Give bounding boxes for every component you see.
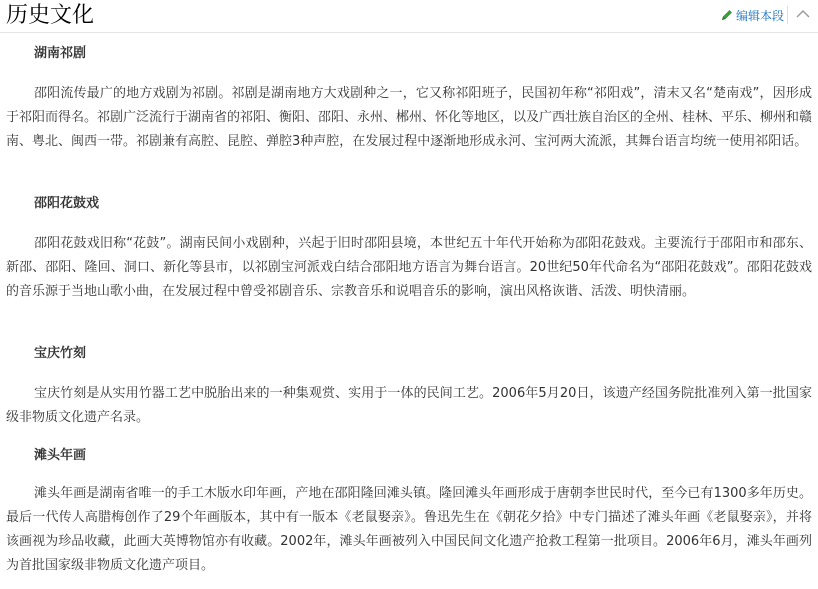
- section-title: 宝庆竹刻: [34, 346, 87, 361]
- collapse-button[interactable]: [794, 5, 812, 23]
- page-title: 历史文化: [6, 3, 95, 28]
- section-title: 滩头年画: [34, 448, 87, 463]
- section-title: 湖南祁剧: [34, 46, 87, 61]
- section-paragraph: 邵阳花鼓戏旧称“花鼓”。湖南民间小戏剧种，兴起于旧时邵阳县境，本世纪五十年代开始称为邵阳花鼓戏。主要流行于邵阳市和邵东、新邵、邵阳、隆回、洞口、新化等县市，以祁剧宝河派戏白结合邵阳地方语言为舞台语言。20世纪50年代命名为“邵阳花鼓戏”。邵阳花鼓戏的音乐源于当地山歌小曲，在发展过程中曾受祁剧音乐、宗教音乐和说唱音乐的影响，演出风格诙谐、活泼、明快清丽。: [6, 236, 812, 299]
- chevron-up-icon: [794, 8, 812, 27]
- edit-section-button[interactable]: [720, 6, 784, 24]
- pencil-icon: [720, 8, 734, 22]
- edit-section-label: 编辑本段: [735, 8, 784, 23]
- header-divider: [787, 6, 788, 24]
- section-title: 邵阳花鼓戏: [34, 196, 100, 211]
- section-header: [0, 0, 818, 33]
- section-paragraph: 滩头年画是湖南省唯一的手工木版水印年画，产地在邵阳隆回滩头镇。隆回滩头年画形成于唐朝李世民时代，至今已有1300多年历史。最后一代传人高腊梅创作了29个年画版本，其中有一版本《老鼠娶亲》。鲁迅先生在《朝花夕拾》中专门描述了滩头年画《老鼠娶亲》，并将该画视为珍品收藏，此画大英博物馆亦有收藏。2002年，滩头年画被列入中国民间文化遗产抢救工程第一批项目。2006年6月，滩头年画列为首批国家级非物质文化遗产项目。: [6, 486, 812, 573]
- section-paragraph: 邵阳流传最广的地方戏剧为祁剧。祁剧是湖南地方大戏剧种之一，它又称祁阳班子，民国初年称“祁阳戏”，清末又名“楚南戏”，因形成于祁阳而得名。祁剧广泛流行于湖南省的祁阳、衡阳、邵阳、永州、郴州、怀化等地区，以及广西壮族自治区的全州、桂林、平乐、柳州和赣南、粤北、闽西一带。祁剧兼有高腔、昆腔、弹腔3种声腔，在发展过程中逐渐地形成永河、宝河两大流派，其舞台语言均统一使用祁阳话。: [6, 86, 813, 149]
- section-paragraph: 宝庆竹刻是从实用竹器工艺中脱胎出来的一种集观赏、实用于一体的民间工艺。2006年5月20日，该遗产经国务院批准列入第一批国家级非物质文化遗产名录。: [6, 386, 812, 425]
